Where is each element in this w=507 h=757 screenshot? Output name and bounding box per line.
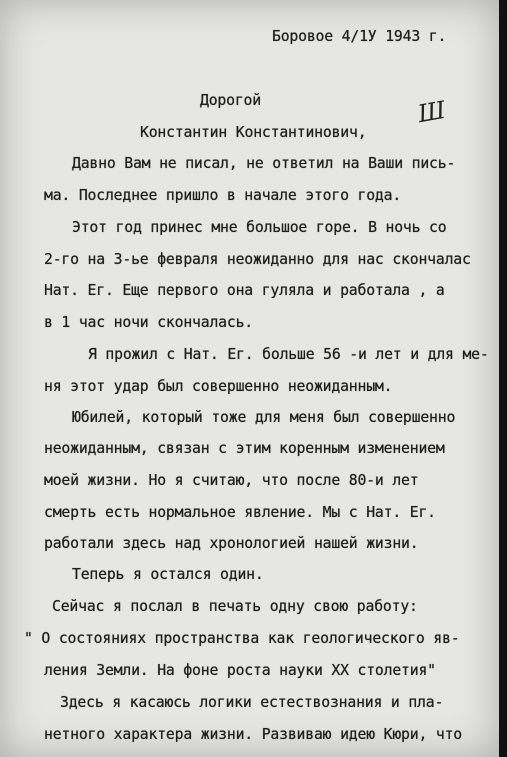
body-line: в 1 час ночи скончалась.: [44, 314, 254, 331]
date-line: Боровое 4/1У 1943 г.: [272, 28, 447, 45]
body-line: 2-го на 3-ье февраля неожиданно для нас скончалас: [44, 251, 471, 268]
body-line: Этот год принес мне большое горе. В ночь со: [72, 219, 447, 236]
salutation-greeting: Дорогой: [200, 92, 261, 109]
body-line: работали здесь над хронологией нашей жизни.: [44, 535, 419, 552]
body-line: нетного характера жизни. Развиваю идею Кюри, что: [44, 726, 463, 743]
body-line: Нат. Ег. Еще первого она гуляла и работала , а: [44, 282, 445, 299]
body-line: ня этот удар был совершенно неожиданным.: [44, 378, 393, 395]
body-line: неожиданным, связан с этим коренным изменением: [44, 440, 445, 457]
scan-edge: [499, 0, 507, 757]
body-line: ма. Последнее пришло в начале этого года.: [44, 187, 402, 204]
body-line: Здесь я касаюсь логики естествознания и пла-: [60, 694, 444, 711]
body-line: ления Земли. На фоне роста науки XX столетия": [44, 662, 436, 679]
body-line: Я прожил с Нат. Ег. больше 56 -и лет и для ме-: [88, 346, 489, 363]
body-line: Сейчас я послал в печать одну свою работу:: [52, 598, 418, 615]
body-line: смерть есть нормальное явление. Мы с Нат. Ег.: [44, 504, 436, 521]
body-line: " О состояниях пространства как геологического яв-: [24, 630, 460, 647]
body-line: Юбилей, который тоже для меня был совершенно: [72, 409, 456, 426]
salutation-name: Константин Константинович,: [140, 124, 367, 141]
body-line: Давно Вам не писал, не ответил на Ваши пись-: [72, 155, 456, 172]
body-line: моей жизни. Но я считаю, что после 80-и лет: [44, 472, 419, 489]
body-line: Теперь я остался один.: [72, 566, 264, 583]
handwritten-mark: Ш: [415, 95, 448, 129]
